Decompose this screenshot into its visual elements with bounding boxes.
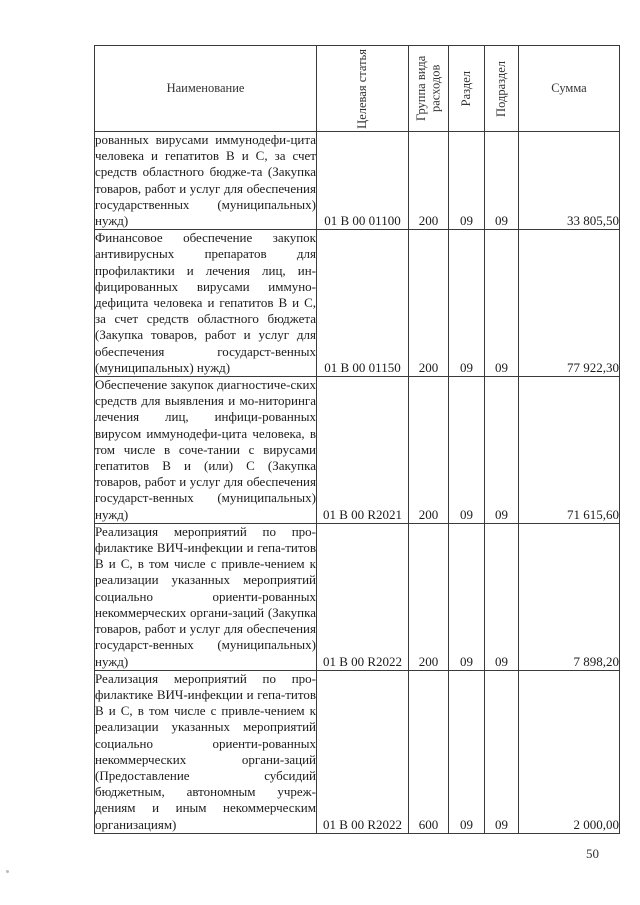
row-subsection: 09 [485, 377, 519, 524]
row-subsection: 09 [485, 523, 519, 670]
header-group: Группа вида расходов [409, 46, 449, 132]
row-target: 01 В 00 R2021 [317, 377, 409, 524]
row-group: 200 [409, 377, 449, 524]
row-name: Реализация мероприятий по про-филактике ВИЧ-инфекции и гепа-титов В и С, в том числе с привле-чением к реализации указанных мероприятий социально ориенти-рованных некоммерческих органи-заций (Закупка товаров, работ и услуг для обеспечения государст-венных (муниципальных) нужд) [95, 523, 316, 669]
row-name: Обеспечение закупок диагностиче-ских средств для выявления и мо-ниторинга лечения лиц, инфици-рованных вирусом иммунодефи-цита человека, в том числе в соче-тании с вирусами гепатитов В и (или) С (Закупка товаров, работ и услуг для обеспечения государст-венных (муниципальных) нужд) [95, 377, 316, 522]
row-section: 09 [449, 132, 485, 230]
row-sum: 2 000,00 [519, 670, 620, 833]
row-subsection: 09 [485, 670, 519, 833]
row-name: Финансовое обеспечение закупок антивирусных препаратов для профилактики и лечения лиц, ин-фицированных вирусами иммуно-дефицита человека и гепатитов В и С, за счет средств областного бюджета (Закупка товаров, работ и услуг для обеспечения государст-венных (муниципальных) нужд) [95, 230, 316, 375]
row-group: 200 [409, 230, 449, 377]
row-group: 200 [409, 132, 449, 230]
row-sum: 33 805,50 [519, 132, 620, 230]
row-section: 09 [449, 377, 485, 524]
row-target: 01 В 00 R2022 [317, 670, 409, 833]
table-row [95, 670, 620, 833]
row-name: рованных вирусами иммунодефи-цита человека и гепатитов В и С, за счет средств областного бюдже-та (Закупка товаров, работ и услуг для обеспечения государственных (муниципальных) нужд) [95, 132, 316, 229]
row-subsection: 09 [485, 230, 519, 377]
table-row [95, 377, 620, 524]
table-row [95, 523, 620, 670]
row-group: 600 [409, 670, 449, 833]
table-row [95, 230, 620, 377]
budget-table [94, 45, 620, 834]
header-sum: Сумма [519, 46, 620, 132]
row-target: 01 В 00 01150 [317, 230, 409, 377]
row-group: 200 [409, 523, 449, 670]
row-sum: 77 922,30 [519, 230, 620, 377]
page-number: 50 [586, 846, 599, 861]
row-target: 01 В 00 R2022 [317, 523, 409, 670]
scan-speck [6, 870, 9, 873]
row-section: 09 [449, 670, 485, 833]
row-name: Реализация мероприятий по про-филактике ВИЧ-инфекции и гепа-титов В и С, в том числе с привле-чением к реализации указанных мероприятий социально ориенти-рованных некоммерческих органи-заций (Предоставление субсидий бюджетным, автономным учреж-дениям и иным некоммерческим организациям) [95, 670, 316, 832]
row-section: 09 [449, 230, 485, 377]
row-section: 09 [449, 523, 485, 670]
row-target: 01 В 00 01100 [317, 132, 409, 230]
row-subsection: 09 [485, 132, 519, 230]
header-subsection: Подраздел [485, 46, 519, 132]
header-target: Целевая статья [317, 46, 409, 132]
table-row [95, 132, 620, 230]
header-row [95, 46, 620, 132]
row-sum: 7 898,20 [519, 523, 620, 670]
header-section: Раздел [449, 46, 485, 132]
header-name: Наименование [95, 46, 317, 132]
row-sum: 71 615,60 [519, 377, 620, 524]
